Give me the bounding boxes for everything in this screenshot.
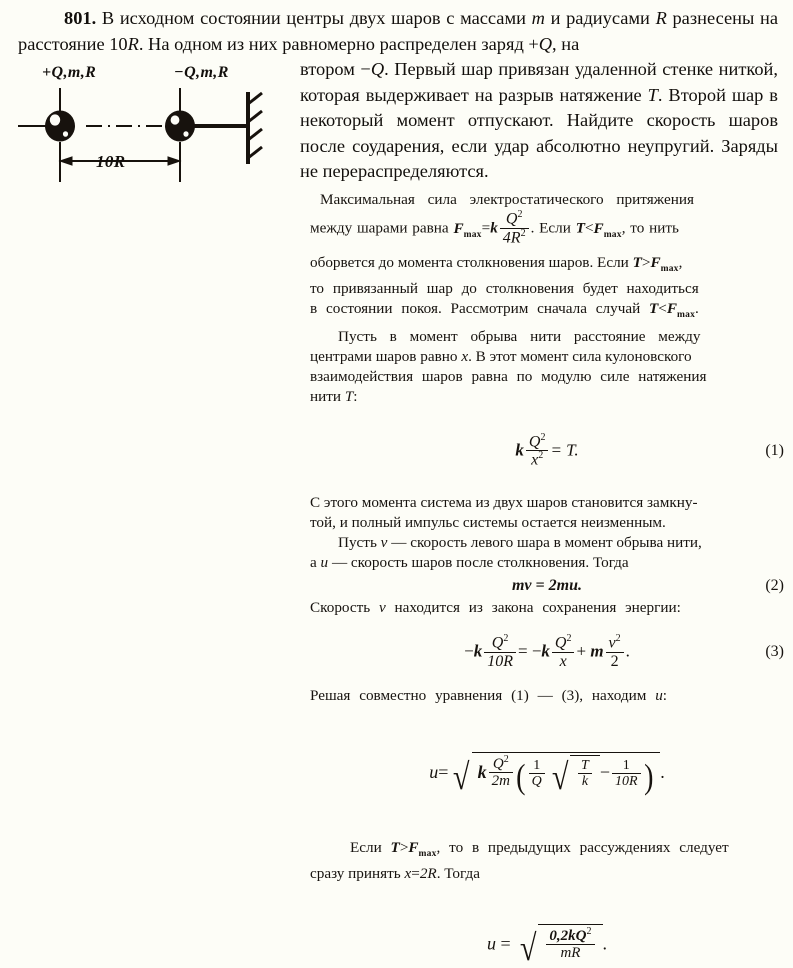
sol-p1-d: притяжения — [616, 191, 694, 208]
symbol-T-2: T — [632, 253, 642, 271]
sol-p8-colon: : — [662, 686, 668, 704]
solution-paragraph-3c — [310, 299, 784, 325]
solution-paragraph-1 — [310, 190, 784, 210]
eq3-fraction-right: $\frac{Q^2}{x}$ — [552, 634, 575, 670]
eq4-fraction-1-10R: $\frac{1}{10R}$ — [612, 758, 641, 789]
sol-p7-a: Скорость — [310, 598, 379, 616]
sol-p9-c: сразу принять — [310, 864, 405, 882]
solution-paragraph-4d — [310, 387, 784, 407]
solution-paragraph-4c — [310, 367, 784, 387]
solution-paragraph-2 — [310, 210, 784, 250]
eq5-equals: = — [500, 933, 511, 954]
problem-statement-first-lines — [18, 6, 778, 57]
eq5-period: . — [602, 933, 607, 954]
solution-paragraph-9 — [310, 838, 784, 864]
symbol-fmax: $F_{max}$ — [453, 219, 482, 240]
sol-p8-a: Решая совместно уравнения (1) — (3), находим — [310, 686, 656, 704]
sol-p3-d: в состоянии покоя. Рассмотрим сначала случай — [310, 299, 650, 317]
solution-paragraph-5b — [310, 513, 784, 533]
problem-statement-wrapped — [300, 57, 778, 185]
sol-p3-e: . — [695, 299, 699, 317]
eq3-m: m — [590, 641, 604, 661]
sol-p4-d: взаимодействия шаров равна по модулю силе натяжения — [310, 367, 707, 385]
symbol-2R: 2R — [419, 864, 437, 882]
symbol-fmax-2: $F_{max}$ — [593, 219, 622, 240]
greater-than-1: > — [641, 253, 651, 271]
equation-tag-1: (1) — [765, 441, 784, 459]
sol-p9-d: . Тогда — [436, 864, 480, 882]
symbol-radius: R — [655, 8, 667, 28]
equals-sign-1: = — [481, 219, 491, 237]
symbol-mass: m — [531, 8, 545, 28]
sol-p2-a: между шарами равна — [310, 219, 454, 237]
eq1-fraction: $\frac{Q^2}{x^2}$ — [526, 433, 549, 469]
eq3-minus-1: − — [464, 641, 474, 661]
sol-p4-e: нити — [310, 387, 345, 405]
eq4-fraction-1-Q: $\frac{1}{Q}$ — [529, 758, 545, 789]
sol-p6-d: — скорость шаров после столкновения. Тогда — [328, 553, 629, 571]
solution-paragraph-8 — [310, 686, 784, 706]
ball-right-negative — [165, 111, 195, 142]
eq3-fraction-kinetic: $\frac{v^2}{2}$ — [606, 634, 624, 670]
eq4-u: u — [429, 761, 439, 782]
problem-text-b: и радиусами — [544, 8, 656, 28]
sol-p1-c: электростатического — [469, 191, 604, 208]
problem-text-e: , на — [552, 33, 580, 54]
symbol-T-3: T — [649, 299, 659, 317]
problem-text-c: разнесены на расстояние 10 — [18, 8, 778, 54]
eq3-k-left: k — [473, 641, 483, 661]
equation-3-row — [310, 634, 784, 670]
solution-paragraph-3 — [310, 253, 784, 279]
hatched-wall — [248, 92, 262, 164]
ball-left-positive — [45, 111, 75, 142]
solution-paragraph-4 — [310, 327, 784, 347]
solution-paragraph-4b — [310, 347, 784, 367]
eq3-equals: = — [517, 641, 528, 661]
problem-text-f: втором − — [300, 59, 371, 79]
figure-dimension-label: 10R — [96, 152, 126, 171]
eq4-fraction-q2-2m: $\frac{Q^2}{2m}$ — [489, 755, 513, 789]
eq5-u: u — [487, 933, 496, 954]
problem-number: 801. — [64, 8, 97, 28]
sol-p6-c: а — [310, 553, 321, 571]
symbol-x-2: x — [404, 864, 412, 882]
symbol-fmax-5: $F_{max}$ — [408, 838, 437, 859]
eq4-minus: − — [599, 761, 610, 782]
symbol-charge-negative: Q — [370, 59, 385, 79]
radical-symbol-outer: √ — [453, 755, 470, 797]
equation-1-row — [310, 433, 784, 469]
eq5-sqrt — [515, 924, 602, 968]
equation-2-row — [310, 576, 784, 596]
less-than-1: < — [584, 219, 594, 237]
symbol-fmax-3: $F_{max}$ — [650, 253, 679, 274]
problem-text-d: . На одном из них равномерно распределен заряд + — [138, 33, 539, 54]
equation-5-row — [310, 924, 784, 968]
problem-text-g: . Первый шар привязан удаленной стенке ниткой, которая выдерживает на разрыв натяжение — [300, 59, 778, 105]
solution-paragraph-5 — [310, 493, 784, 513]
eq4-k: k — [477, 761, 487, 782]
sol-p2-tail-b: , то нить — [621, 219, 679, 237]
symbol-u-2: u — [655, 686, 663, 704]
eq3-period: . — [625, 641, 630, 661]
sol-p1-b: сила — [427, 191, 457, 208]
solution-paragraph-9b — [310, 864, 784, 884]
eq3-plus: + — [576, 641, 587, 661]
sol-p6-b: — скорость левого шара в момент обрыва нити, — [387, 533, 702, 551]
eq3-k-right: k — [541, 641, 550, 661]
symbol-x-1: x — [461, 347, 469, 365]
eq2-expression: mv = 2mu. — [511, 576, 582, 594]
eq1-rhs: = T. — [550, 440, 579, 460]
problem-text-a: В исходном состоянии центры двух шаров с массами — [101, 8, 532, 28]
eq4-fraction-T-k: $\frac{T}{k}$ — [578, 758, 592, 789]
problem-text-h: . Второй шар в некоторый момент отпускают. Найдите скорость шаров после соударения, если удар абсолютно неупругий. Заряды не перераспределяются. — [300, 84, 778, 182]
greater-than-2: > — [399, 838, 409, 856]
fraction-q2-over-4r2: $\frac{Q^2}{4R^2}$ — [500, 210, 529, 246]
symbol-u-1: u — [320, 553, 329, 571]
sol-p3-c: то привязанный шар до столкновения будет находиться — [310, 279, 699, 297]
sol-p6-a: Пусть — [338, 533, 381, 551]
sol-p4-b: центрами шаров равно — [310, 347, 462, 365]
eq5-fraction: $\frac{0,2kQ^2}{mR}$ — [546, 927, 594, 961]
sol-p4-f: : — [353, 387, 358, 405]
sol-p3-a: оборвется до момента столкновения шаров. Если — [310, 253, 633, 271]
solution-paragraph-7 — [310, 598, 784, 618]
eq4-equals: = — [438, 761, 449, 782]
eq4-period: . — [660, 761, 665, 782]
sol-p4-c: . В этот момент сила кулоновского — [468, 347, 692, 365]
radical-symbol-inner: √ — [551, 755, 569, 797]
sol-p5-b: той, и полный импульс системы остается неизменным. — [310, 513, 666, 531]
eq4-outer-sqrt: √ k $\frac{Q^2}{2m}$ ( $\frac{1}{Q}$ √ $\frac{T}{k}$ − $\frac{1}{10R}$ ) — [448, 752, 660, 790]
sol-p4-a: Пусть в момент обрыва нити расстояние между — [338, 327, 701, 345]
symbol-v-1: v — [380, 533, 388, 551]
symbol-fmax-4: $F_{max}$ — [666, 299, 696, 320]
sol-p9-a: Если — [350, 838, 391, 856]
eq1-k: k — [515, 440, 524, 460]
sol-p1-a: Максимальная — [320, 191, 415, 208]
symbol-v-2: v — [379, 598, 386, 616]
eq3-minus-2: − — [527, 641, 542, 661]
solution-paragraph-6 — [310, 533, 784, 553]
eq3-fraction-left: $\frac{Q^2}{10R}$ — [484, 634, 516, 670]
symbol-tension: T — [647, 84, 658, 105]
sol-p3-b: , — [678, 253, 683, 271]
sol-p5-a: С этого момента система из двух шаров становится замкну- — [310, 493, 698, 511]
equation-tag-2: (2) — [765, 576, 784, 594]
solution-body — [310, 190, 784, 968]
radical-symbol-final: √ — [519, 927, 537, 968]
sol-p9-b: , то в предыдущих рассуждениях следует — [436, 838, 729, 856]
sol-p7-b: находится из закона сохранения энергии: — [385, 598, 681, 616]
figure-label-right-ball: −Q,m,R — [174, 64, 229, 81]
symbol-radius-2: R — [127, 33, 139, 54]
equation-4-row — [310, 752, 784, 797]
solution-paragraph-6b — [310, 553, 784, 573]
sol-p2-tail-a: . Если — [530, 219, 576, 237]
symbol-T-4: T — [344, 387, 354, 405]
symbol-coulomb-k: k — [490, 219, 498, 237]
figure-label-left-ball: +Q,m,R — [42, 64, 97, 81]
eq-sign-p9: = — [411, 864, 420, 882]
symbol-T-5: T — [390, 838, 400, 856]
symbol-charge: Q — [538, 33, 553, 54]
equation-tag-3: (3) — [765, 642, 784, 660]
symbol-T-1: T — [575, 219, 585, 237]
less-than-2: < — [658, 299, 667, 317]
solution-paragraph-3b — [310, 279, 784, 299]
problem-figure — [8, 60, 290, 190]
eq4-inner-sqrt — [547, 755, 600, 797]
